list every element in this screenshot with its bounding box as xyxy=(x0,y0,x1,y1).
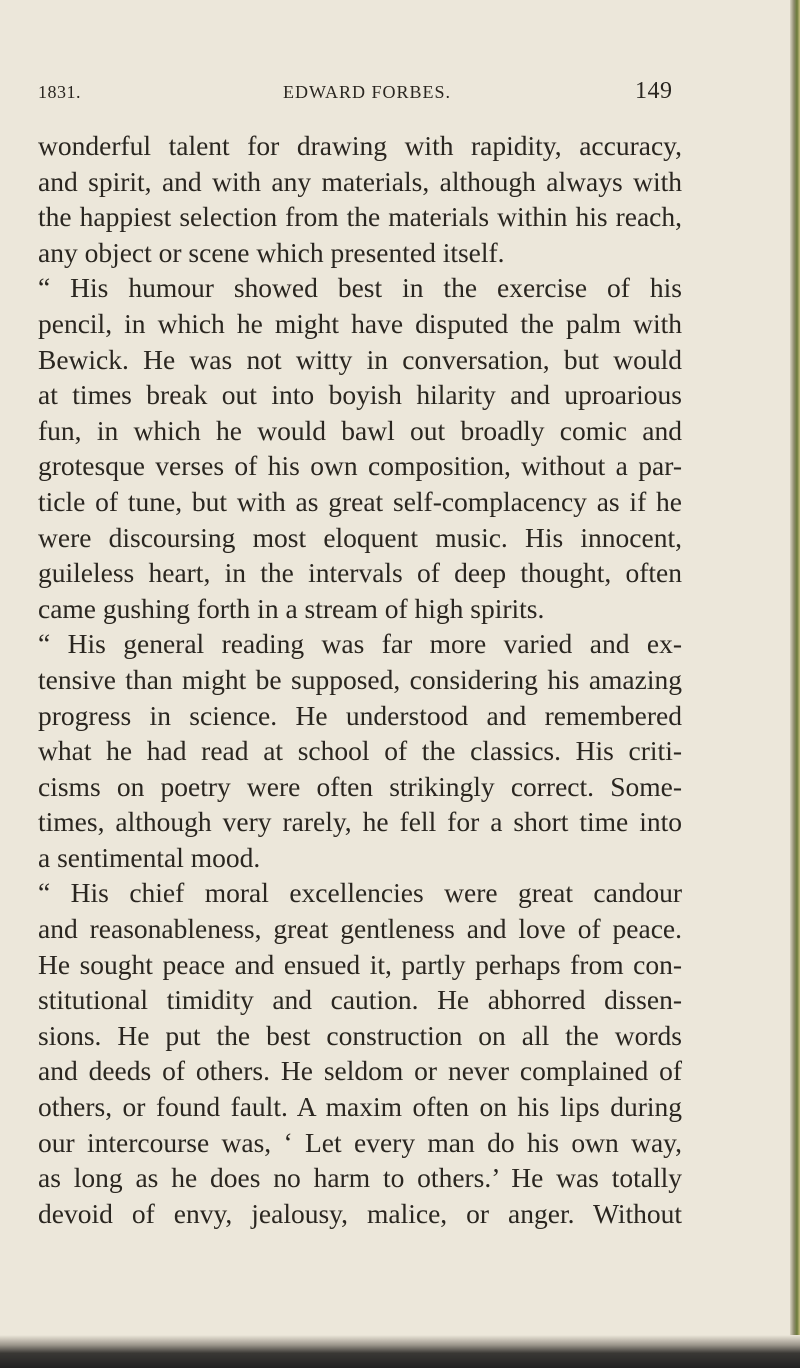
text-line: devoid of envy, jealousy, malice, or anger. Without xyxy=(38,1197,682,1229)
text-line: sions. He put the best construction on all the words xyxy=(38,1019,682,1051)
text-line: stitutional timidity and caution. He abhorred dissen- xyxy=(38,984,682,1016)
text-line: “ His chief moral excellencies were great candour xyxy=(38,877,682,909)
text-line: “ His general reading was far more varied and ex- xyxy=(38,628,682,660)
running-title: EDWARD FORBES. xyxy=(283,82,452,102)
text-line: He sought peace and ensued it, partly perhaps from con- xyxy=(38,948,682,980)
text-line: what he had read at school of the classics. His criti- xyxy=(38,735,682,767)
text-line: any object or scene which presented itself. xyxy=(38,236,505,268)
text-line: ticle of tune, but with as great self-complacency as if he xyxy=(38,485,682,517)
page-edge-bottom xyxy=(0,1335,800,1368)
text-line: fun, in which he would bawl out broadly comic and xyxy=(38,414,682,446)
page-number: 149 xyxy=(635,78,673,104)
text-line: times, although very rarely, he fell for a short time into xyxy=(38,806,682,838)
text-line: pencil, in which he might have disputed the palm with xyxy=(38,307,682,339)
text-line: progress in science. He understood and remembered xyxy=(38,699,682,731)
text-line: were discoursing most eloquent music. His innocent, xyxy=(38,521,682,553)
text-line: and deeds of others. He seldom or never complained of xyxy=(38,1055,682,1087)
text-line: “ His humour showed best in the exercise of his xyxy=(38,272,682,304)
text-line: wonderful talent for drawing with rapidity, accuracy, xyxy=(38,130,682,161)
text-line: came gushing forth in a stream of high spirits. xyxy=(38,592,545,624)
text-line: guileless heart, in the intervals of deep thought, often xyxy=(38,557,682,589)
text-line: Bewick. He was not witty in conversation, but would xyxy=(38,343,682,375)
text-line: at times break out into boyish hilarity and uproarious xyxy=(38,379,682,411)
page-header xyxy=(38,78,678,110)
text-line: and spirit, and with any materials, although always with xyxy=(38,165,682,197)
text-line: as long as he does no harm to others.’ He was totally xyxy=(38,1162,682,1194)
header-year: 1831. xyxy=(38,82,81,102)
body-text xyxy=(38,128,682,1231)
text-line: grotesque verses of his own composition, without a par- xyxy=(38,450,682,482)
text-line: our intercourse was, ‘ Let every man do his own way, xyxy=(38,1126,682,1158)
text-line: cisms on poetry were often strikingly correct. Some- xyxy=(38,770,682,802)
text-line: a sentimental mood. xyxy=(38,841,261,873)
text-line: and reasonableness, great gentleness and love of peace. xyxy=(38,913,682,945)
text-line: others, or found fault. A maxim often on his lips during xyxy=(38,1091,682,1123)
text-line: tensive than might be supposed, considering his amazing xyxy=(38,663,682,695)
text-line: the happiest selection from the materials within his reach, xyxy=(38,201,682,233)
page-edge-right xyxy=(790,0,800,1368)
